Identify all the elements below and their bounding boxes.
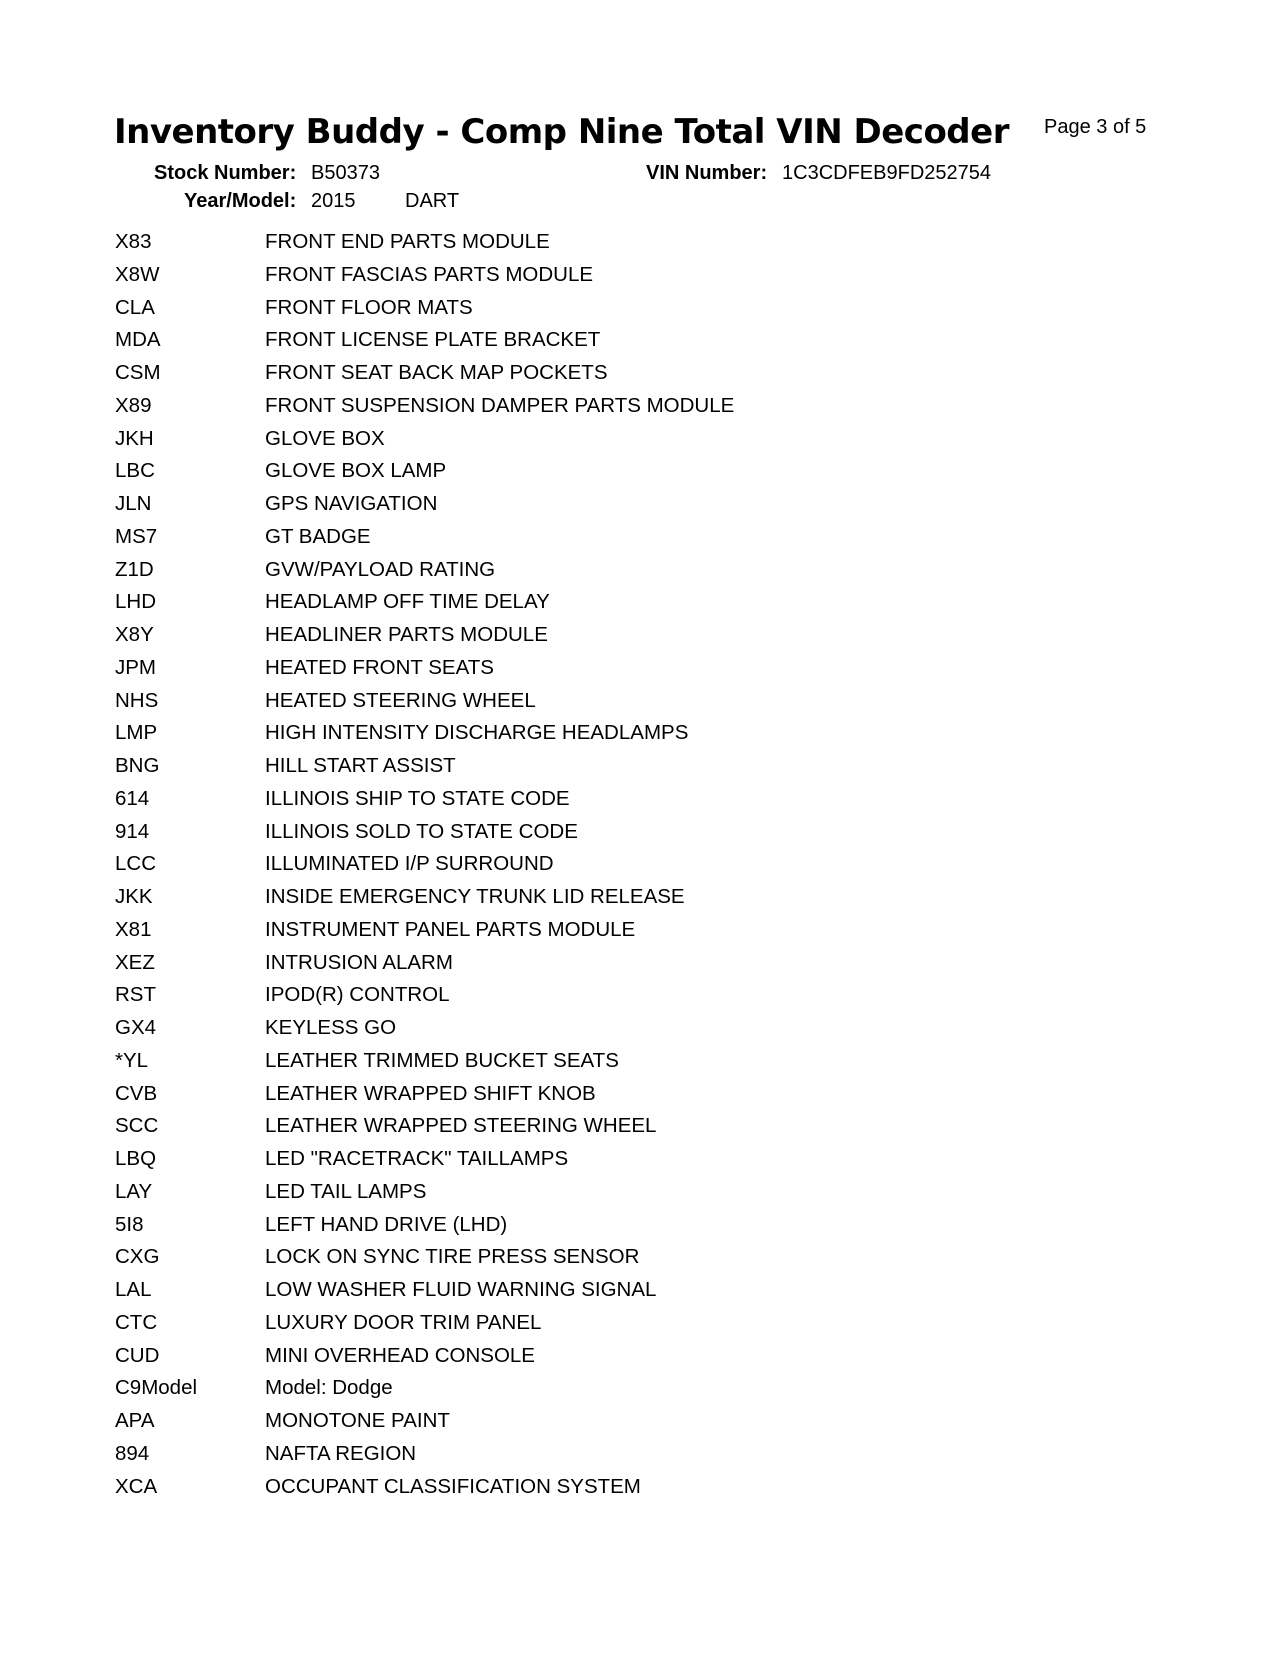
year-model-label: Year/Model:	[184, 190, 297, 212]
option-code: MS7	[115, 524, 158, 548]
option-description: GPS NAVIGATION	[265, 492, 438, 515]
option-code: CVB	[115, 1081, 158, 1105]
option-row	[115, 1241, 1015, 1274]
option-code: JKH	[115, 426, 154, 450]
option-description: FRONT END PARTS MODULE	[265, 230, 550, 253]
option-description: LED "RACETRACK" TAILLAMPS	[265, 1147, 569, 1170]
option-code: X89	[115, 393, 152, 417]
option-description: HEADLINER PARTS MODULE	[265, 623, 548, 646]
option-row	[115, 1078, 1015, 1111]
option-code: LAL	[115, 1278, 152, 1301]
option-row	[115, 586, 1015, 619]
option-row	[115, 1143, 1015, 1176]
option-row	[115, 1438, 1015, 1471]
option-description: FRONT FASCIAS PARTS MODULE	[265, 262, 594, 286]
option-description: LEATHER TRIMMED BUCKET SEATS	[265, 1048, 619, 1072]
option-code: GX4	[115, 1016, 157, 1039]
option-row	[115, 979, 1015, 1012]
option-row	[115, 881, 1015, 914]
option-description: INTRUSION ALARM	[265, 950, 453, 974]
option-code: CXG	[115, 1245, 160, 1269]
option-row	[115, 324, 1015, 357]
option-description: HEATED STEERING WHEEL	[265, 688, 536, 712]
option-code: X83	[115, 230, 152, 253]
option-description: INSTRUMENT PANEL PARTS MODULE	[265, 917, 636, 941]
page-indicator: Page 3 of 5	[1044, 116, 1147, 138]
option-code: *YL	[115, 1048, 149, 1072]
option-description: IPOD(R) CONTROL	[265, 983, 450, 1007]
option-row	[115, 1274, 1015, 1307]
vin-number-label: VIN Number:	[646, 162, 768, 184]
option-row	[115, 455, 1015, 488]
option-description: GVW/PAYLOAD RATING	[265, 557, 496, 581]
option-description: MINI OVERHEAD CONSOLE	[265, 1343, 535, 1367]
option-row	[115, 357, 1015, 390]
option-row	[115, 619, 1015, 652]
option-code: BNG	[115, 754, 160, 777]
option-row	[115, 1372, 1015, 1405]
option-code: 914	[115, 819, 150, 843]
option-description: FRONT SEAT BACK MAP POCKETS	[265, 361, 608, 384]
option-description: Model: Dodge	[265, 1376, 393, 1400]
option-code: 614	[115, 786, 150, 810]
option-row	[115, 226, 1015, 259]
report-title: Inventory Buddy - Comp Nine Total VIN Decoder	[114, 112, 1009, 152]
option-code: CTC	[115, 1310, 158, 1334]
stock-number-label: Stock Number:	[154, 162, 297, 184]
option-row	[115, 848, 1015, 881]
option-code: CUD	[115, 1343, 160, 1367]
option-description: MONOTONE PAINT	[265, 1409, 450, 1432]
option-code: CLA	[115, 295, 155, 319]
option-row	[115, 521, 1015, 554]
option-description: LEATHER WRAPPED STEERING WHEEL	[265, 1114, 657, 1138]
option-code: LMP	[115, 721, 158, 745]
option-code: 5I8	[115, 1212, 144, 1236]
option-code: RST	[115, 983, 156, 1007]
option-row	[115, 259, 1015, 292]
option-description: ILLINOIS SOLD TO STATE CODE	[265, 819, 578, 843]
option-row	[115, 1045, 1015, 1078]
option-code: LHD	[115, 590, 157, 614]
vin-number-value: 1C3CDFEB9FD252754	[782, 162, 991, 184]
option-description: INSIDE EMERGENCY TRUNK LID RELEASE	[265, 885, 685, 908]
option-code: C9Model	[115, 1376, 198, 1400]
option-row	[115, 750, 1015, 783]
option-description: FRONT LICENSE PLATE BRACKET	[265, 328, 601, 352]
option-description: LUXURY DOOR TRIM PANEL	[265, 1310, 542, 1334]
option-row	[115, 390, 1015, 423]
option-code: JLN	[115, 492, 152, 515]
option-description: NAFTA REGION	[265, 1441, 417, 1465]
option-row	[115, 947, 1015, 980]
option-row	[115, 1110, 1015, 1143]
option-row	[115, 1307, 1015, 1340]
option-description: LOW WASHER FLUID WARNING SIGNAL	[265, 1278, 657, 1301]
model-value: DART	[405, 190, 460, 212]
option-row	[115, 1471, 1015, 1504]
option-code: X8W	[115, 262, 160, 286]
option-description: FRONT SUSPENSION DAMPER PARTS MODULE	[265, 393, 735, 417]
option-row	[115, 1176, 1015, 1209]
option-description: ILLUMINATED I/P SURROUND	[265, 852, 554, 876]
option-code: NHS	[115, 688, 159, 712]
option-description: HILL START ASSIST	[265, 754, 456, 777]
option-row	[115, 1405, 1015, 1438]
option-row	[115, 1012, 1015, 1045]
option-row	[115, 1340, 1015, 1373]
option-code: X8Y	[115, 623, 154, 646]
option-description: GLOVE BOX	[265, 426, 385, 450]
option-description: HIGH INTENSITY DISCHARGE HEADLAMPS	[265, 721, 689, 745]
option-code: LCC	[115, 852, 157, 876]
option-code: Z1D	[115, 557, 154, 581]
option-code-list	[115, 226, 1015, 1503]
option-code: LBC	[115, 459, 155, 483]
option-row	[115, 914, 1015, 947]
option-description: LED TAIL LAMPS	[265, 1179, 427, 1203]
option-row	[115, 685, 1015, 718]
option-code: 894	[115, 1441, 150, 1465]
option-description: HEADLAMP OFF TIME DELAY	[265, 590, 550, 614]
option-description: LEATHER WRAPPED SHIFT KNOB	[265, 1081, 596, 1105]
stock-number-value: B50373	[311, 162, 380, 184]
option-description: GLOVE BOX LAMP	[265, 459, 447, 483]
option-description: KEYLESS GO	[265, 1016, 397, 1039]
option-code: SCC	[115, 1114, 159, 1138]
option-row	[115, 652, 1015, 685]
option-code: JKK	[115, 885, 153, 908]
option-row	[115, 292, 1015, 325]
option-code: LBQ	[115, 1147, 157, 1170]
option-code: X81	[115, 917, 152, 941]
option-row	[115, 554, 1015, 587]
option-code: LAY	[115, 1179, 153, 1203]
option-row	[115, 423, 1015, 456]
option-row	[115, 717, 1015, 750]
option-description: OCCUPANT CLASSIFICATION SYSTEM	[265, 1474, 641, 1498]
option-description: GT BADGE	[265, 524, 371, 548]
option-row	[115, 783, 1015, 816]
option-row	[115, 1209, 1015, 1242]
option-code: CSM	[115, 361, 161, 384]
option-description: LEFT HAND DRIVE (LHD)	[265, 1212, 508, 1236]
option-code: JPM	[115, 655, 156, 679]
option-description: LOCK ON SYNC TIRE PRESS SENSOR	[265, 1245, 640, 1269]
option-code: XCA	[115, 1474, 158, 1498]
option-description: FRONT FLOOR MATS	[265, 295, 473, 319]
option-row	[115, 488, 1015, 521]
option-row	[115, 816, 1015, 849]
option-description: HEATED FRONT SEATS	[265, 655, 494, 679]
year-value: 2015	[311, 190, 356, 212]
option-code: XEZ	[115, 950, 155, 974]
option-code: APA	[115, 1409, 155, 1432]
option-description: ILLINOIS SHIP TO STATE CODE	[265, 786, 570, 810]
option-code: MDA	[115, 328, 161, 352]
